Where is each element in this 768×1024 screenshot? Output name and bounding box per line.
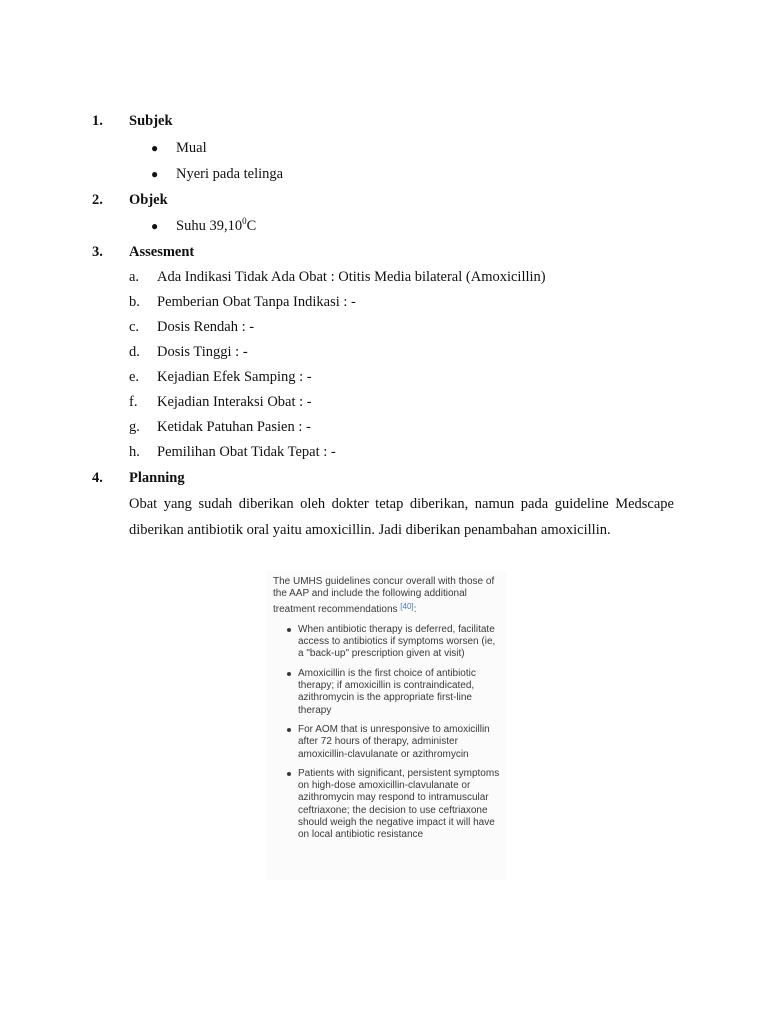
item-text: Ada Indikasi Tidak Ada Obat : Otitis Media bilateral (Amoxicillin) [157,269,546,285]
item-text: Dosis Rendah : - [157,319,255,335]
bullet-icon [287,772,291,776]
item-letter: e. [129,369,140,385]
bullet-icon: ● [151,219,159,233]
bullet-icon [287,728,291,732]
bullet-icon: ● [151,141,159,155]
item-letter: f. [129,394,138,410]
degree-superscript: 0 [242,216,247,226]
item-letter: g. [129,419,140,435]
guideline-bullet [273,624,500,661]
section-heading: Objek [129,192,168,208]
guideline-excerpt-image [266,571,506,880]
item-text: Kejadian Efek Samping : - [157,369,312,385]
list-item-text: Nyeri pada telinga [176,166,284,182]
item-letter: a. [129,269,140,285]
list-item-text [176,217,256,235]
guideline-bullet-text: For AOM that is unresponsive to amoxicillin after 72 hours of therapy, administer amoxicillin-clavulanate or azithromycin [298,723,490,760]
guideline-intro-text: The UMHS guidelines concur overall with those of the AAP and include the following additional treatment recommendations [273,576,495,615]
section-number: 3. [92,244,103,260]
guideline-bullet-text: Amoxicillin is the first choice of antibiotic therapy; if amoxicillin is contraindicated, azithromycin is the appropriate first-line therapy [298,667,476,716]
temperature-unit: C [246,218,257,234]
guideline-bullet [273,724,500,761]
section-heading: Assesment [129,244,195,260]
section-number: 4. [92,470,103,486]
section-number: 1. [92,113,103,129]
bullet-icon: ● [151,167,159,181]
item-text: Kejadian Interaksi Obat : - [157,394,312,410]
guideline-bullet-list [273,624,500,842]
planning-paragraph: Obat yang sudah diberikan oleh dokter tetap diberikan, namun pada guideline Medscape diberikan antibiotik oral yaitu amoxicillin. Jadi diberikan penambahan amoxicillin. [129,496,674,538]
item-text: Pemberian Obat Tanpa Indikasi : - [157,294,356,310]
bullet-icon [287,672,291,676]
guideline-bullet-text: When antibiotic therapy is deferred, facilitate access to antibiotics if symptoms worsen (ie, a "back-up" prescription given at visit) [298,623,496,660]
item-letter: d. [129,344,140,360]
item-letter: c. [129,319,140,335]
list-item-text: Mual [176,140,207,156]
bullet-icon [287,628,291,632]
section-number: 2. [92,192,103,208]
guideline-bullet [273,668,500,717]
item-text: Pemilihan Obat Tidak Tepat : - [157,444,336,460]
item-text: Ketidak Patuhan Pasien : - [157,419,311,435]
section-heading: Planning [129,470,185,486]
citation-reference: [40] [400,601,414,611]
item-text: Dosis Tinggi : - [157,344,248,360]
section-heading: Subjek [129,113,173,129]
guideline-bullet [273,768,500,842]
guideline-bullet-text: Patients with significant, persistent symptoms on high-dose amoxicillin-clavulanate or azithromycin may respond to intramuscular ceftriaxone; the decision to use ceftriaxone should weigh the negative impact it will have on local antibiotic resistance [298,767,500,841]
temperature-value: Suhu 39,10 [176,218,243,234]
item-letter: b. [129,294,140,310]
item-letter: h. [129,444,140,460]
guideline-intro-colon: : [413,603,417,615]
guideline-intro [273,576,500,616]
